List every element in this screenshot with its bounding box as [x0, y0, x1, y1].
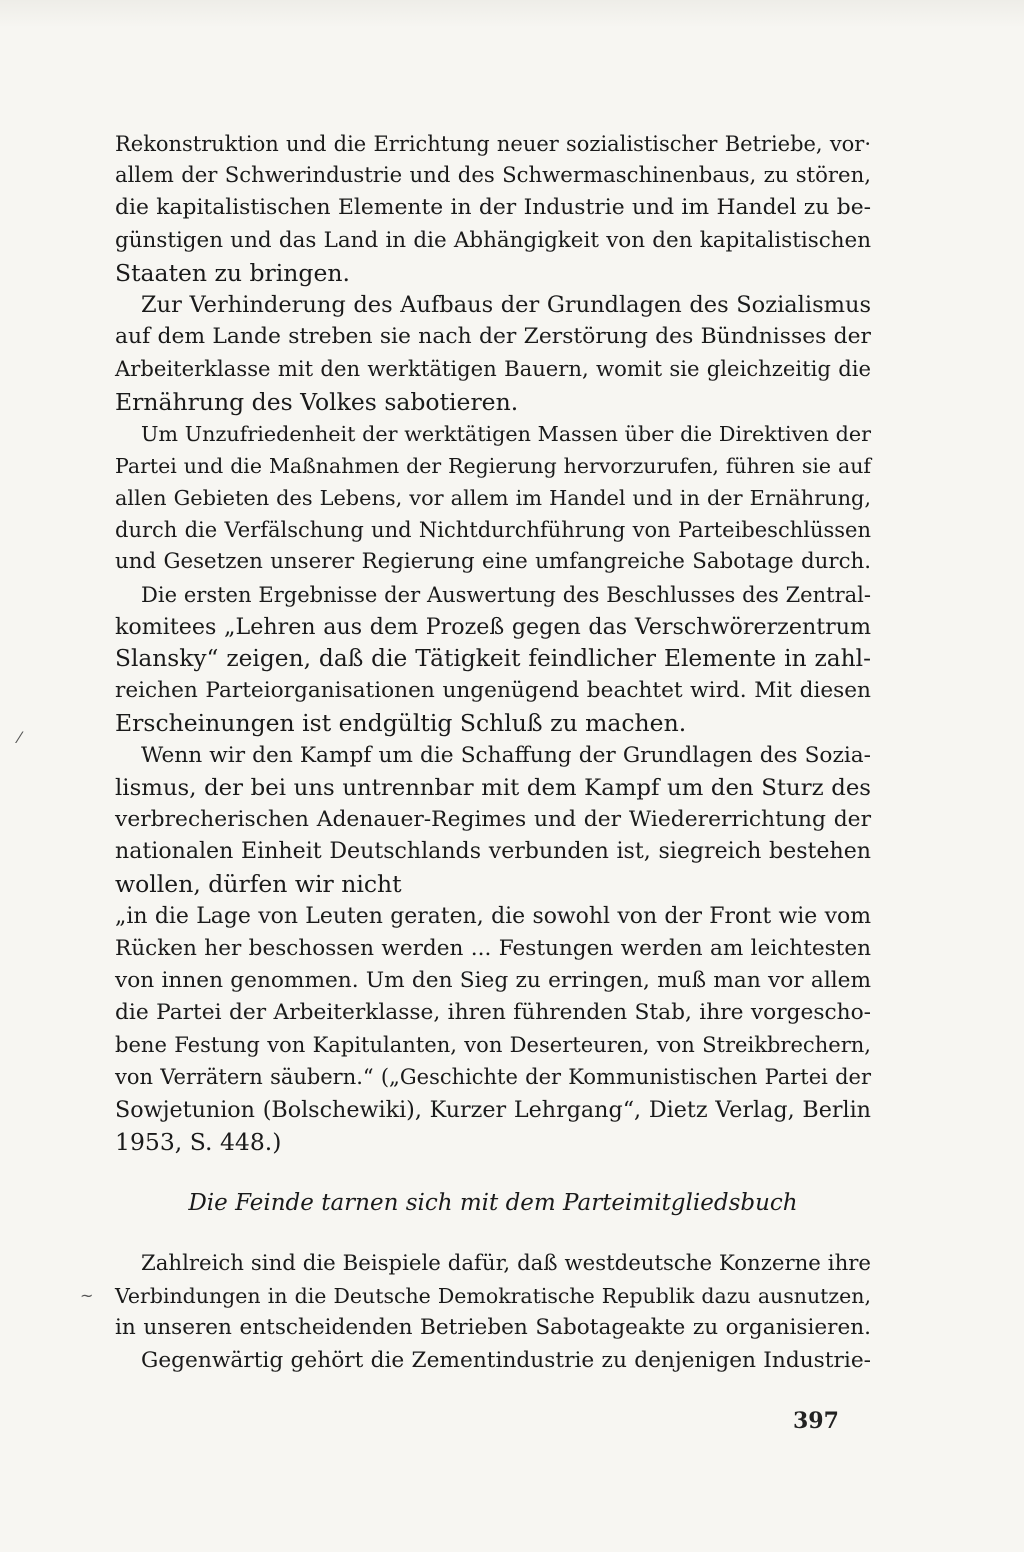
text-line: allem der Schwerindustrie und des Schwermaschinenbaus, zu stören, [115, 163, 871, 189]
text-line: Wenn wir den Kampf um die Schaffung der Grundlagen des Sozia- [141, 742, 871, 768]
quote-line: bene Festung von Kapitulanten, von Deserteuren, von Streikbrechern, [115, 1032, 871, 1058]
page-number: 397 [793, 1408, 839, 1434]
quote-line: von innen genommen. Um den Sieg zu erringen, muß man vor allem [115, 967, 871, 993]
text-line: Rekonstruktion und die Errichtung neuer sozialistischer Betriebe, vor· [115, 132, 871, 156]
text-line: allen Gebieten des Lebens, vor allem im Handel und in der Ernährung, [115, 486, 871, 511]
quote-line: Rücken her beschossen werden ... Festungen werden am leichtesten [115, 935, 871, 961]
body-text-block-2 [115, 1248, 871, 1377]
text-line: Partei und die Maßnahmen der Regierung hervorzurufen, führen sie auf [115, 453, 871, 478]
text-line: und Gesetzen unserer Regierung eine umfangreiche Sabotage durch. [115, 549, 871, 575]
section-heading: Die Feinde tarnen sich mit dem Parteimitgliedsbuch [188, 1190, 798, 1216]
text-line: günstigen und das Land in die Abhängigkeit von den kapitalistischen [115, 227, 871, 253]
margin-tick-mark: ⁄ [18, 728, 21, 747]
text-line: wollen, dürfen wir nicht [115, 870, 402, 899]
text-line: die kapitalistischen Elemente in der Industrie und im Handel zu be- [115, 195, 871, 221]
text-line: Verbindungen in die Deutsche Demokratische Republik dazu ausnutzen, [115, 1284, 871, 1309]
text-line: Die ersten Ergebnisse der Auswertung des Beschlusses des Zentral- [141, 581, 871, 607]
text-line: lismus, der bei uns untrennbar mit dem Kampf um den Sturz des [115, 774, 871, 801]
quote-line: von Verrätern säubern.“ („Geschichte der Kommunistischen Partei der [115, 1065, 871, 1090]
text-line: Slansky“ zeigen, daß die Tätigkeit feindlicher Elemente in zahl- [115, 645, 871, 672]
text-line: Erscheinungen ist endgültig Schluß zu machen. [115, 709, 687, 738]
text-line: komitees „Lehren aus dem Prozeß gegen das Verschwörerzentrum [115, 613, 871, 640]
text-line: Um Unzufriedenheit der werktätigen Massen über die Direktiven der [141, 421, 871, 446]
text-line: Ernährung des Volkes sabotieren. [115, 387, 519, 416]
text-line: verbrecherischen Adenauer-Regimes und der Wiedererrichtung der [115, 806, 871, 832]
text-line: Arbeiterklasse mit den werktätigen Bauern, womit sie gleichzeitig die [115, 356, 871, 382]
quote-line: Sowjetunion (Bolschewiki), Kurzer Lehrgang“, Dietz Verlag, Berlin [115, 1096, 871, 1123]
text-line: reichen Parteiorganisationen ungenügend beachtet wird. Mit diesen [115, 678, 871, 704]
quote-line: die Partei der Arbeiterklasse, ihren führenden Stab, ihre vorgescho- [115, 1000, 871, 1026]
quote-line: 1953, S. 448.) [115, 1127, 282, 1156]
margin-dash-mark: ~ [80, 1286, 94, 1305]
quote-line: „in die Lage von Leuten geraten, die sowohl von der Front wie vom [115, 903, 871, 929]
text-line: in unseren entscheidenden Betrieben Sabotageakte zu organisieren. [115, 1315, 871, 1341]
text-line: durch die Verfälschung und Nichtdurchführung von Parteibeschlüssen [115, 518, 871, 543]
text-line: Zur Verhinderung des Aufbaus der Grundlagen des Sozialismus [141, 291, 871, 318]
text-line: Gegenwärtig gehört die Zementindustrie zu denjenigen Industrie- [141, 1347, 871, 1373]
text-line: nationalen Einheit Deutschlands verbunden ist, siegreich bestehen [115, 839, 871, 865]
text-line: Zahlreich sind die Beispiele dafür, daß westdeutsche Konzerne ihre [141, 1251, 871, 1276]
text-line: auf dem Lande streben sie nach der Zerstörung des Bündnisses der [115, 324, 871, 350]
body-text-block-1 [115, 128, 871, 1158]
text-line: Staaten zu bringen. [115, 258, 350, 287]
